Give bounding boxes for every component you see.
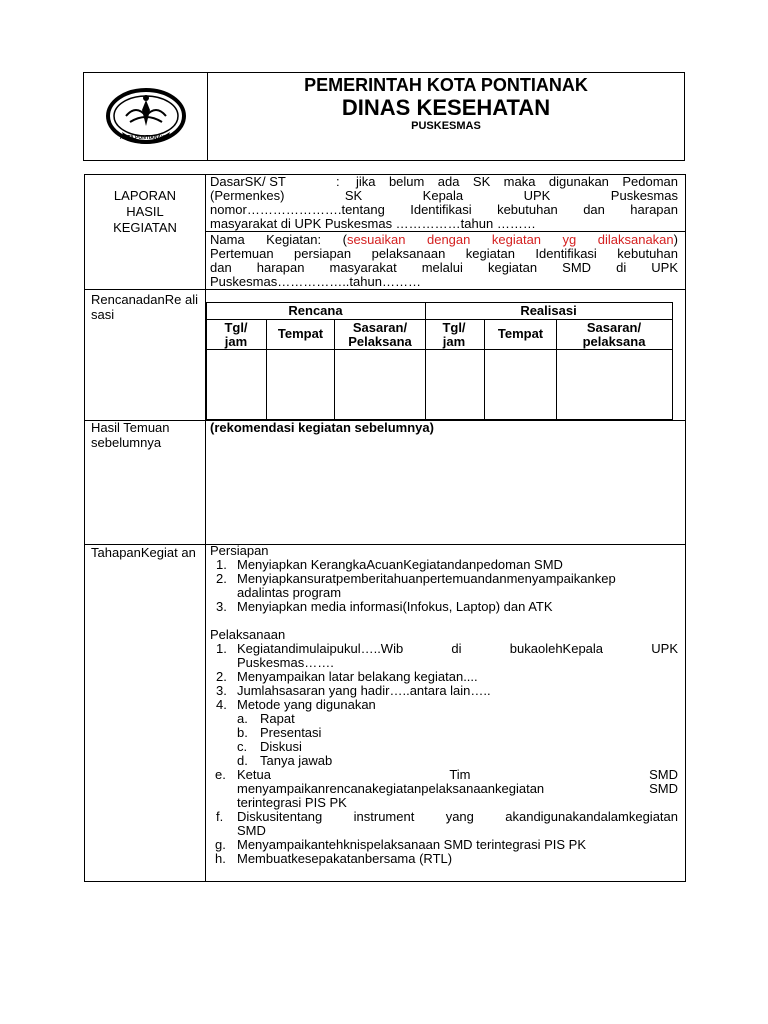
document-header <box>83 72 685 161</box>
list-item: Jumlahsasaran yang hadir…..antara lain….. <box>237 683 491 698</box>
nama-kegiatan-line-1: Nama Kegiatan: (sesuaikan dengan kegiatan yg dilaksanakan) <box>210 232 678 247</box>
persiapan-heading: Persiapan <box>210 543 269 558</box>
list-item: menyampaikanrencanakegiatanpelaksanaankegiatan SMD <box>237 781 678 796</box>
nama-kegiatan-line-2: Pertemuan persiapan pelaksanaan kegiatan Identifikasi kebutuhan <box>210 246 678 261</box>
tahapan-label: TahapanKegiat an <box>91 545 196 560</box>
rencana-header: Rencana <box>288 303 343 318</box>
rencana-realisasi-label: RencanadanRe alisasi <box>91 292 198 322</box>
header-title-department: DINAS KESEHATAN <box>341 95 551 120</box>
plan-table <box>206 302 673 420</box>
list-item: Tanya jawab <box>260 753 333 768</box>
nama-kegiatan-line-4: Puskesmas……………..tahun……… <box>210 274 421 289</box>
laporan-label: LAPORAN HASIL KEGIATAN <box>113 188 177 235</box>
list-item: Menyiapkan KerangkaAcuanKegiatandanpedoman SMD <box>237 557 563 572</box>
hasil-temuan-label: Hasil Temuan sebelumnya <box>91 420 170 450</box>
list-item: Menyampaikan latar belakang kegiatan.... <box>237 669 478 684</box>
list-item: Kegiatandimulaipukul…..Wib di bukaolehKepala UPK <box>237 641 678 656</box>
realisasi-header: Realisasi <box>520 303 577 318</box>
list-item: Menyampaikantehknispelaksanaan SMD terintegrasi PIS PK <box>237 837 587 852</box>
nama-kegiatan-line-3: dan harapan masyarakat melalui kegiatan SMD di UPK <box>210 260 678 275</box>
list-item: Ketua Tim SMD <box>237 767 678 782</box>
dasar-line-4: masyarakat di UPK Puskesmas ……………tahun ……… <box>210 216 536 231</box>
list-item: Diskusitentang instrument yang akandigunakandalamkegiatan <box>237 809 678 824</box>
table-border-bottom <box>84 881 686 882</box>
list-item: Puskesmas……. <box>237 655 334 670</box>
table-divider <box>205 174 206 882</box>
table-border-left <box>84 174 85 882</box>
row-divider-1 <box>84 289 686 290</box>
dasar-line-2: (Permenkes) SK Kepala UPK Puskesmas <box>210 188 678 203</box>
list-item: Presentasi <box>260 725 322 740</box>
list-item: Menyiapkan media informasi(Infokus, Laptop) dan ATK <box>237 599 553 614</box>
realisasi-col-tempat: Tempat <box>497 326 544 341</box>
realisasi-col-sasaran: Sasaran/ pelaksana <box>582 320 646 349</box>
dasar-line-3: nomor………………….tentang Identifikasi kebutuhan dan harapan <box>210 202 678 217</box>
nama-kegiatan-instruction: sesuaikan dengan kegiatan yg dilaksanakan <box>346 232 674 247</box>
dasar-label: DasarSK/ ST <box>210 174 286 189</box>
list-item: Membuatkesepakatanbersama (RTL) <box>237 851 453 866</box>
logo-cell <box>84 73 208 160</box>
dasar-line-1: jika belum ada SK maka digunakan Pedoman <box>356 174 678 189</box>
logo-text: KOTA PONTIANAK <box>120 135 165 141</box>
list-item: Diskusi <box>260 739 302 754</box>
rencana-col-sasaran: Sasaran/ Pelaksana <box>348 320 412 349</box>
pelaksanaan-heading: Pelaksanaan <box>210 627 286 642</box>
list-item: Rapat <box>260 711 295 726</box>
realisasi-col-tgl: Tgl/ jam <box>442 320 466 349</box>
list-item: Menyiapkansuratpemberitahuanpertemuandanmenyampaikankep <box>237 571 616 586</box>
rencana-col-tgl: Tgl/ jam <box>224 320 248 349</box>
hasil-temuan-content: (rekomendasi kegiatan sebelumnya) <box>210 420 434 435</box>
list-item: SMD <box>237 823 266 838</box>
list-item: terintegrasi PIS PK <box>237 795 347 810</box>
header-title-puskesmas: PUSKESMAS <box>411 120 481 132</box>
list-item: adalintas program <box>237 585 342 600</box>
header-title-government: PEMERINTAH KOTA PONTIANAK <box>304 75 588 95</box>
table-border-right <box>685 174 686 882</box>
rencana-col-tempat: Tempat <box>277 326 324 341</box>
dasar-colon: : <box>336 174 340 189</box>
list-item: Metode yang digunakan <box>237 697 376 712</box>
